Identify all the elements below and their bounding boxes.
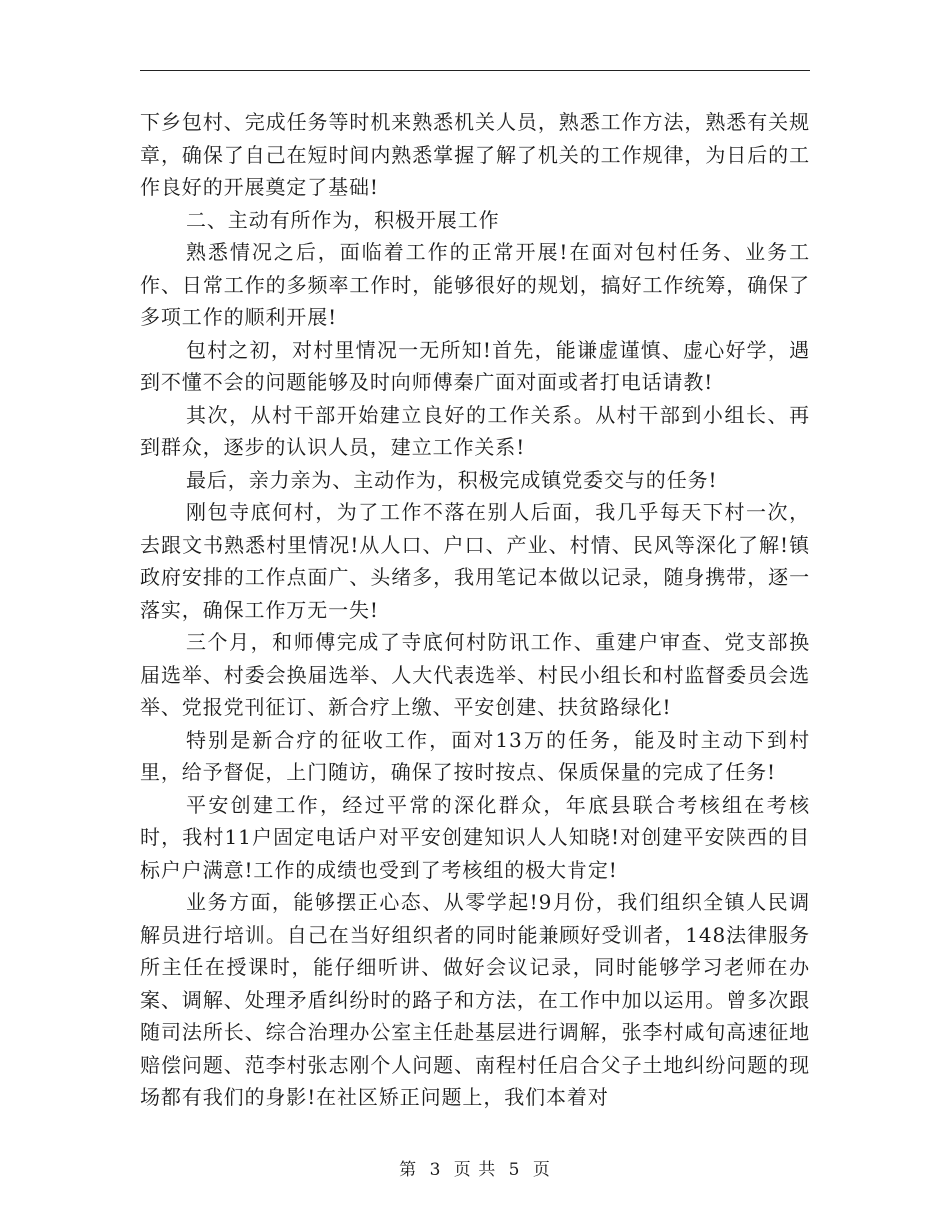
page-footer xyxy=(0,1155,950,1180)
paragraph-1: 下乡包村、完成任务等时机来熟悉机关人员，熟悉工作方法，熟悉有关规章，确保了自己在短时间内熟悉掌握了解了机关的工作规律，为日后的工作良好的开展奠定了基础! xyxy=(140,110,810,199)
footer-suffix: 页 xyxy=(532,1160,551,1180)
header-rule xyxy=(140,70,810,71)
paragraph-4: 包村之初，对村里情况一无所知!首先，能谦虚谨慎、虚心好学，遇到不懂不会的问题能够及时向师傅秦广面对面或者打电话请教! xyxy=(140,337,810,394)
footer-page-current: 3 xyxy=(429,1160,442,1180)
paragraph-11: 业务方面，能够摆正心态、从零学起!9月份，我们组织全镇人民调解员进行培训。自己在当好组织者的同时能兼顾好受训者，148法律服务所主任在授课时，能仔细听讲、做好会议记录，同时能够学习老师在办案、调解、处理矛盾纠纷时的路子和方法，在工作中加以运用。曾多次跟随司法所长、综合治理办公室主任赴基层进行调解，张李村咸旬高速征地赔偿问题、范李村张志刚个人问题、南程村任启合父子土地纠纷问题的现场都有我们的身影!在社区矫正问题上，我们本着对 xyxy=(140,890,810,1109)
footer-prefix: 第 xyxy=(399,1160,418,1180)
paragraph-3: 熟悉情况之后，面临着工作的正常开展!在面对包村任务、业务工作、日常工作的多频率工作时，能够很好的规划，搞好工作统筹，确保了多项工作的顺利开展! xyxy=(140,240,810,329)
paragraph-7: 刚包寺底何村，为了工作不落在别人后面，我几乎每天下村一次，去跟文书熟悉村里情况!从人口、户口、产业、村情、民风等深化了解!镇政府安排的工作点面广、头绪多，我用笔记本做以记录，随身携带，逐一落实，确保工作万无一失! xyxy=(140,500,810,622)
paragraph-6: 最后，亲力亲为、主动作为，积极完成镇党委交与的任务! xyxy=(186,467,718,492)
section-heading: 二、主动有所作为，积极开展工作 xyxy=(186,207,500,232)
paragraph-9: 特别是新合疗的征收工作，面对13万的任务，能及时主动下到村里，给予督促，上门随访，确保了按时按点、保质保量的完成了任务! xyxy=(140,727,810,784)
footer-middle: 页 共 xyxy=(453,1160,497,1180)
document-body xyxy=(140,106,810,1114)
paragraph-8: 三个月，和师傅完成了寺底何村防讯工作、重建户审查、党支部换届选举、村委会换届选举、人大代表选举、村民小组长和村监督委员会选举、党报党刊征订、新合疗上缴、平安创建、扶贫路绿化! xyxy=(140,630,810,719)
paragraph-5: 其次，从村干部开始建立良好的工作关系。从村干部到小组长、再到群众，逐步的认识人员，建立工作关系! xyxy=(140,402,810,459)
footer-page-total: 5 xyxy=(508,1160,521,1180)
paragraph-10: 平安创建工作，经过平常的深化群众，年底县联合考核组在考核时，我村11户固定电话户对平安创建知识人人知晓!对创建平安陕西的目标户户满意!工作的成绩也受到了考核组的极大肯定! xyxy=(140,792,810,882)
